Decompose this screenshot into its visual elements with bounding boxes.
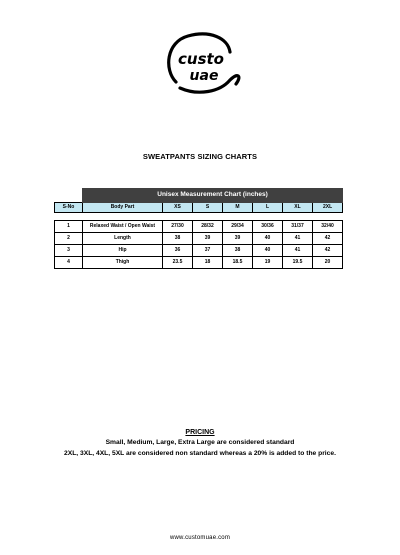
table-gap <box>55 213 343 221</box>
table-row <box>55 245 343 257</box>
table-cell: 42 <box>313 245 343 257</box>
table-cell: 32/40 <box>313 221 343 233</box>
table-cell: 29/34 <box>223 221 253 233</box>
size-chart-table <box>54 188 343 269</box>
table-cell: 27/30 <box>163 221 193 233</box>
header-cell: XL <box>283 203 313 213</box>
table-cell: 20 <box>313 257 343 269</box>
header-cell: L <box>253 203 283 213</box>
table-cell: 18 <box>193 257 223 269</box>
header-cell: 2XL <box>313 203 343 213</box>
table-cell: Hip <box>83 245 163 257</box>
table-cell: 40 <box>253 245 283 257</box>
table-cell: 19.5 <box>283 257 313 269</box>
table-cell: 31/37 <box>283 221 313 233</box>
table-cell: 38 <box>223 245 253 257</box>
table-title-blank <box>55 189 83 203</box>
table-cell: 18.5 <box>223 257 253 269</box>
table-cell: 30/36 <box>253 221 283 233</box>
header-cell: S <box>193 203 223 213</box>
header-cell: Body Part <box>83 203 163 213</box>
header-cell: S-No <box>55 203 83 213</box>
table-cell: Relaxed Waist / Open Waist <box>83 221 163 233</box>
table-cell: 39 <box>223 233 253 245</box>
logo-text-bottom: uae <box>189 68 219 84</box>
table-cell: 41 <box>283 245 313 257</box>
table-title: Unisex Measurement Chart (inches) <box>83 189 343 203</box>
table-cell: 40 <box>253 233 283 245</box>
page-title: SWEATPANTS SIZING CHARTS <box>142 152 258 161</box>
table-cell: Length <box>83 233 163 245</box>
table-row <box>55 257 343 269</box>
pricing-standard-note: Small, Medium, Large, Extra Large are considered standard <box>105 439 295 446</box>
table-cell: 23.5 <box>163 257 193 269</box>
table-row <box>55 221 343 233</box>
table-cell: 4 <box>55 257 83 269</box>
table-cell: 39 <box>193 233 223 245</box>
logo-text-top: custo <box>178 50 224 68</box>
table-cell: 38 <box>163 233 193 245</box>
brand-logo <box>158 30 244 100</box>
table-cell: 42 <box>313 233 343 245</box>
table-cell: 1 <box>55 221 83 233</box>
pricing-nonstandard-note: 2XL, 3XL, 4XL, 5XL are considered non standard whereas a 20% is added to the price. <box>64 450 336 457</box>
header-cell: M <box>223 203 253 213</box>
footer-website-link[interactable]: www.customuae.com <box>169 535 231 541</box>
table-cell: 19 <box>253 257 283 269</box>
table-cell: 36 <box>163 245 193 257</box>
table-cell: 3 <box>55 245 83 257</box>
table-cell: 2 <box>55 233 83 245</box>
table-cell: Thigh <box>83 257 163 269</box>
table-header-row <box>55 203 343 213</box>
table-cell: 28/32 <box>193 221 223 233</box>
table-cell: 41 <box>283 233 313 245</box>
table-cell: 37 <box>193 245 223 257</box>
header-cell: XS <box>163 203 193 213</box>
table-title-row <box>55 189 343 203</box>
pricing-heading: PRICING <box>185 429 215 436</box>
table-row <box>55 233 343 245</box>
